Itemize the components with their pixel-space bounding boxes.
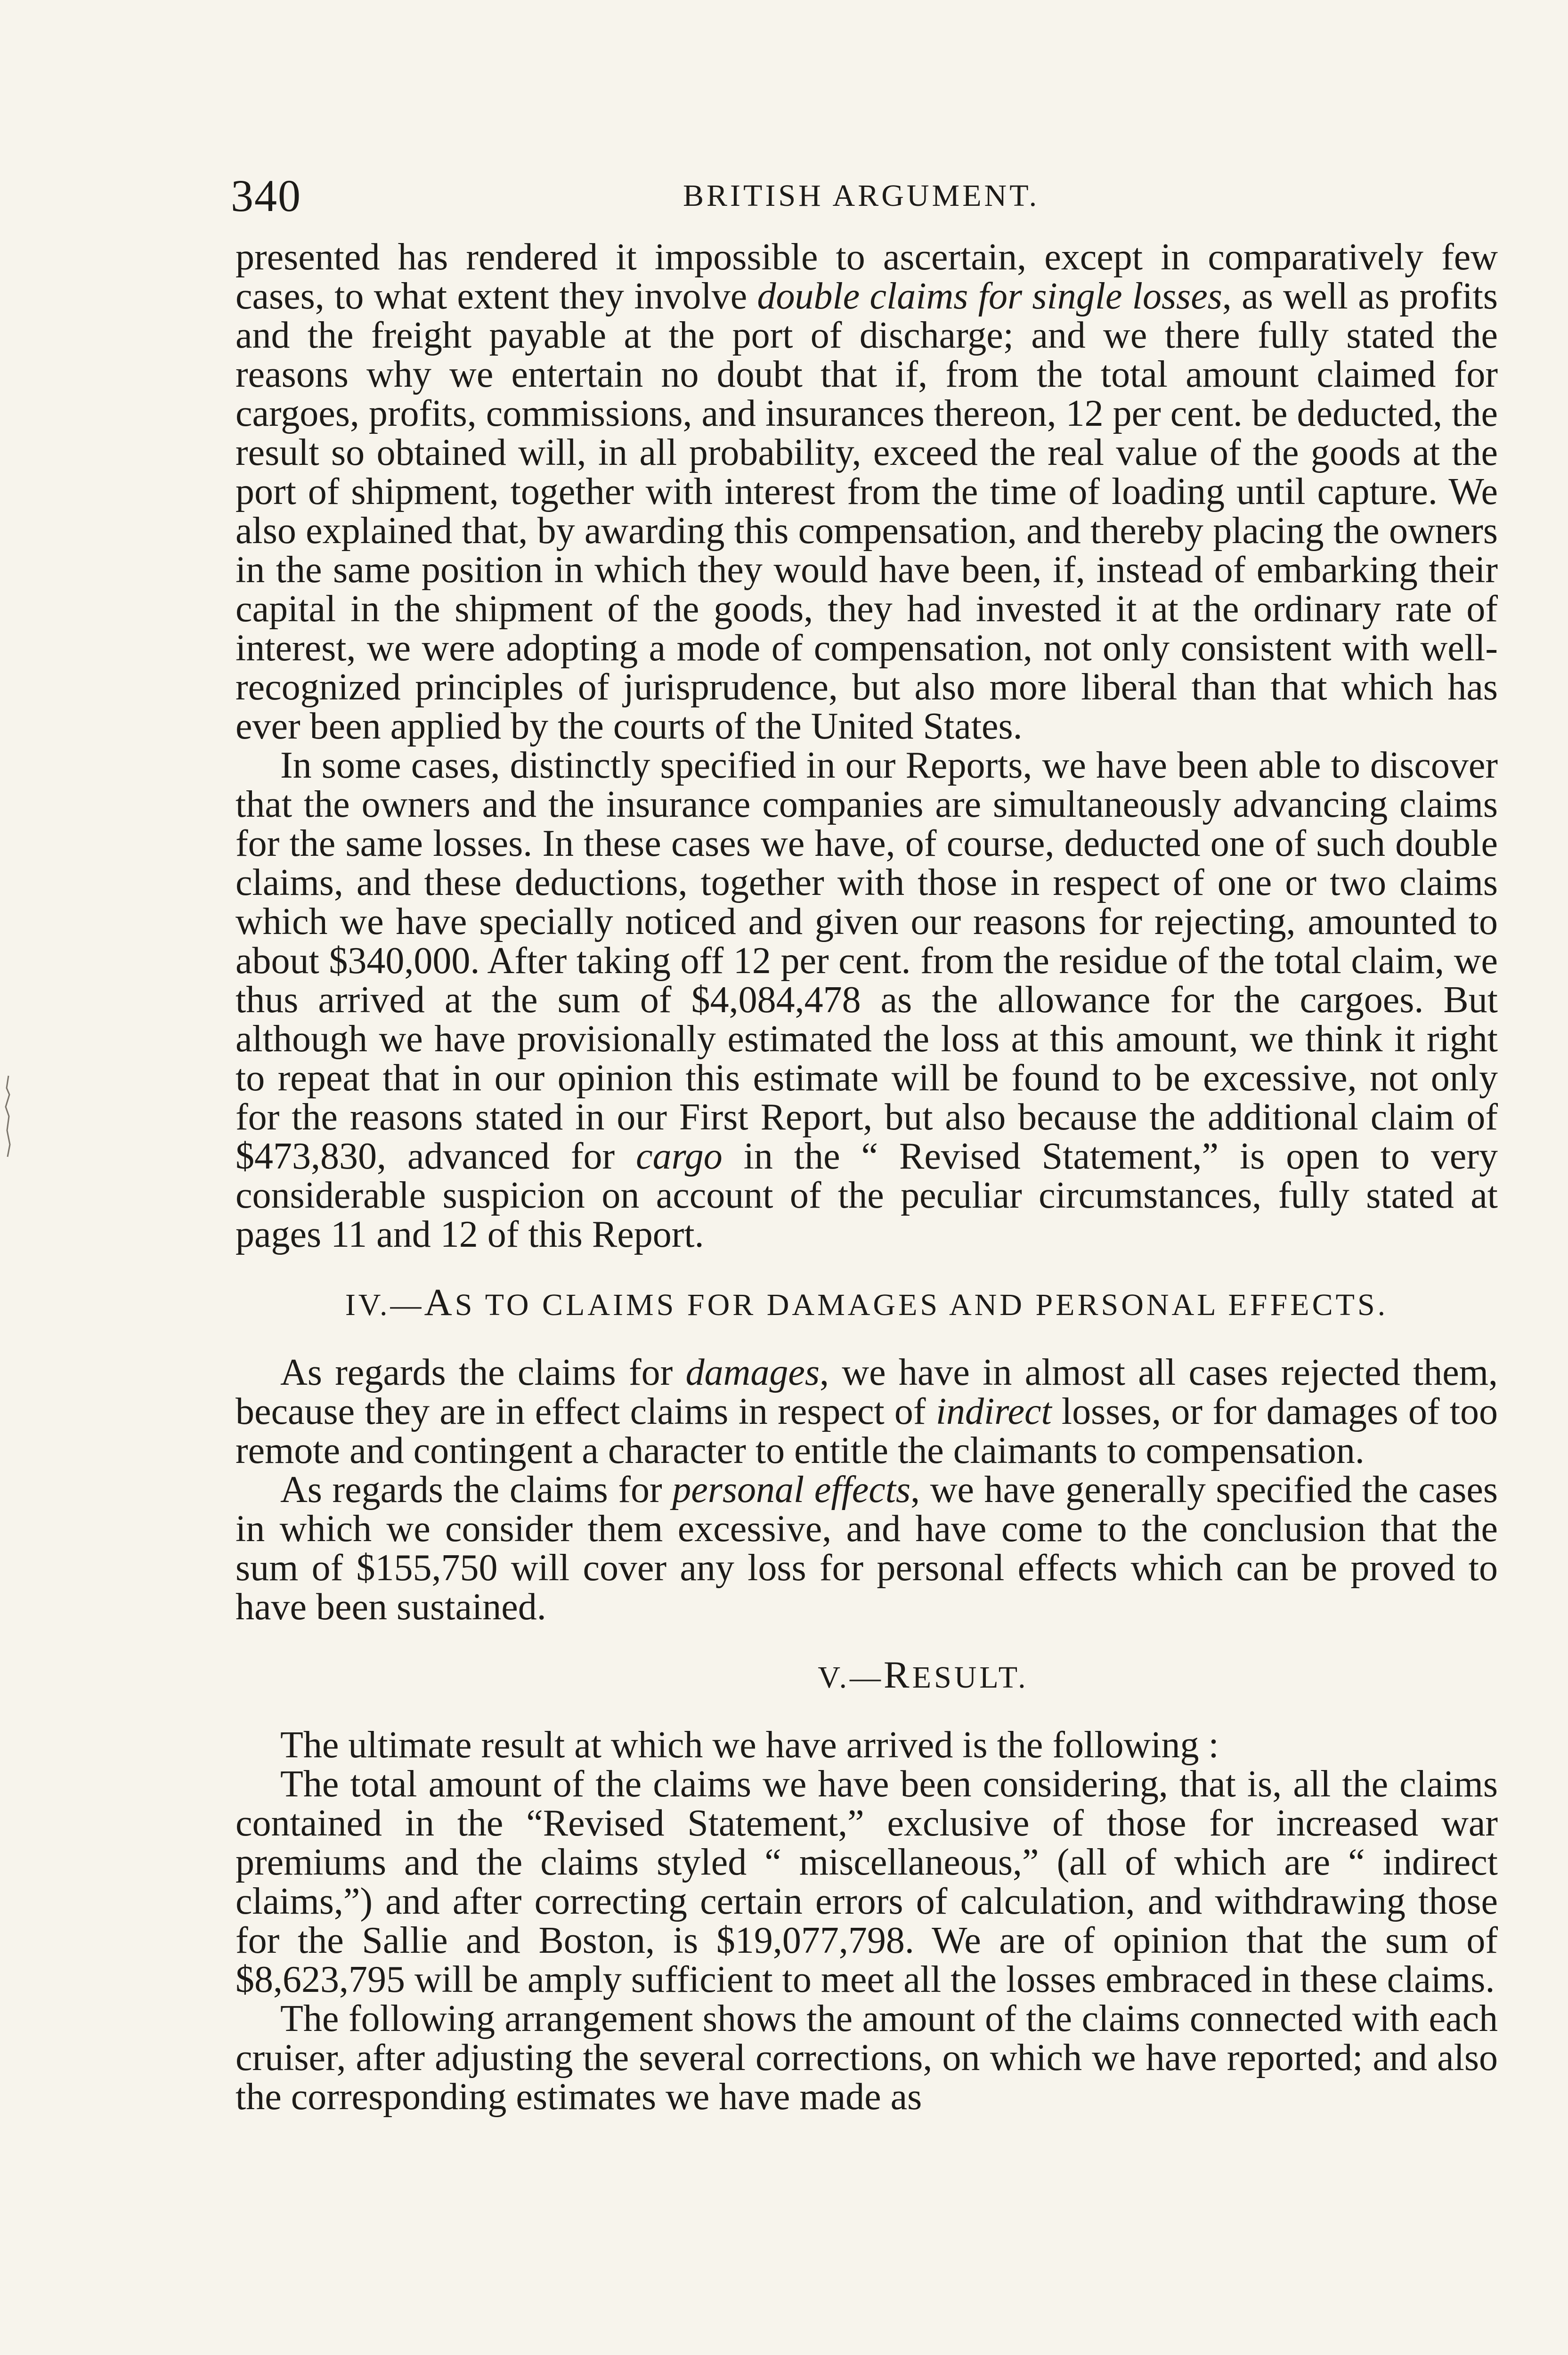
paragraph-3: As regards the claims for damages, we have in almost all cases rejected them, because they are in effect claims in respect of indirect losses, or for damages of too remote and contingent a character to entitle the claimants to compensation.	[236, 1352, 1498, 1471]
paragraph-4: As regards the claims for personal effects, we have generally specified the cases in which we consider them excessive, and have come to the conclusion that the sum of $155,750 will cover any loss for personal effects which can be proved to have been sustained.	[236, 1469, 1498, 1628]
running-title: BRITISH ARGUMENT.	[683, 179, 1040, 213]
emphasis-indirect: indirect	[935, 1391, 1052, 1432]
paragraph-6: The total amount of the claims we have been considering, that is, all the claims contained in the “Revised Statement,” exclusive of those for increased war premiums and the claims styled “ miscellaneous,” (all of which are “ indirect claims,”) and after correcting certain errors of calculation, and withdrawing those for the Sallie and Boston, is $19,077,798. We are of opinion that the sum of $8,623,795 will be amply sufficient to meet all the losses embraced in these claims.	[236, 1763, 1498, 2000]
paragraph-2: In some cases, distinctly specified in our Reports, we have been able to discover that the owners and the insurance companies are simultaneously advancing claims for the same losses. In these cases we have, of course, deducted one of such double claims, and these deductions, together with those in respect of one or two claims which we have specially noticed and given our reasons for rejecting, amounted to about $340,000. After taking off 12 per cent. from the residue of the total claim, we thus arrived at the sum of $4,084,478 as the allowance for the cargoes. But although we have provisionally estimated the loss at this amount, we think it right to repeat that in our opinion this estimate will be found to be excessive, not only for the reasons stated in our First Report, but also because the additional claim of $473,830, advanced for cargo in the “ Revised Statement,” is open to very considerable suspicion on account of the peculiar circumstances, fully stated at pages 11 and 12 of this Report.	[236, 745, 1498, 1255]
running-head	[231, 170, 1526, 226]
section-heading-v: V.—RESULT.	[818, 1653, 1029, 1696]
emphasis-cargo: cargo	[636, 1136, 723, 1177]
paragraph-5: The ultimate result at which we have arrived is the following :	[280, 1724, 1219, 1766]
paragraph-7: The following arrangement shows the amount of the claims connected with each cruiser, after adjusting the several corrections, on which we have reported; and also the corresponding estimates we have made as	[236, 1998, 1498, 2118]
emphasis-damages: damages	[685, 1352, 820, 1393]
section-heading-iv: IV.—AS TO CLAIMS FOR DAMAGES AND PERSONAL EFFECTS.	[345, 1281, 1389, 1324]
margin-scribble-icon	[2, 1074, 15, 1159]
margin-mark	[2, 1074, 15, 1159]
paragraph-1: presented has rendered it impossible to ascertain, except in comparatively few cases, to what extent they involve double claims for single losses, as well as profits and the freight payable at the port of discharge; and we there fully stated the reasons why we entertain no doubt that if, from the total amount claimed for cargoes, profits, commissions, and insurances thereon, 12 per cent. be deducted, the result so obtained will, in all probability, exceed the real value of the goods at the port of shipment, together with interest from the time of loading until capture. We also explained that, by awarding this compensation, and thereby placing the owners in the same position in which they would have been, if, instead of embarking their capital in the shipment of the goods, they had invested it at the ordinary rate of interest, we were adopting a mode of compensation, not only consistent with well-recognized principles of jurisprudence, but also more liberal than that which has ever been applied by the courts of the United States.	[236, 236, 1498, 747]
page-number: 340	[231, 171, 301, 221]
body-text	[236, 238, 1498, 2117]
emphasis-double-claims: double claims for single losses	[757, 276, 1222, 317]
emphasis-personal-effects: personal effects	[672, 1469, 911, 1510]
